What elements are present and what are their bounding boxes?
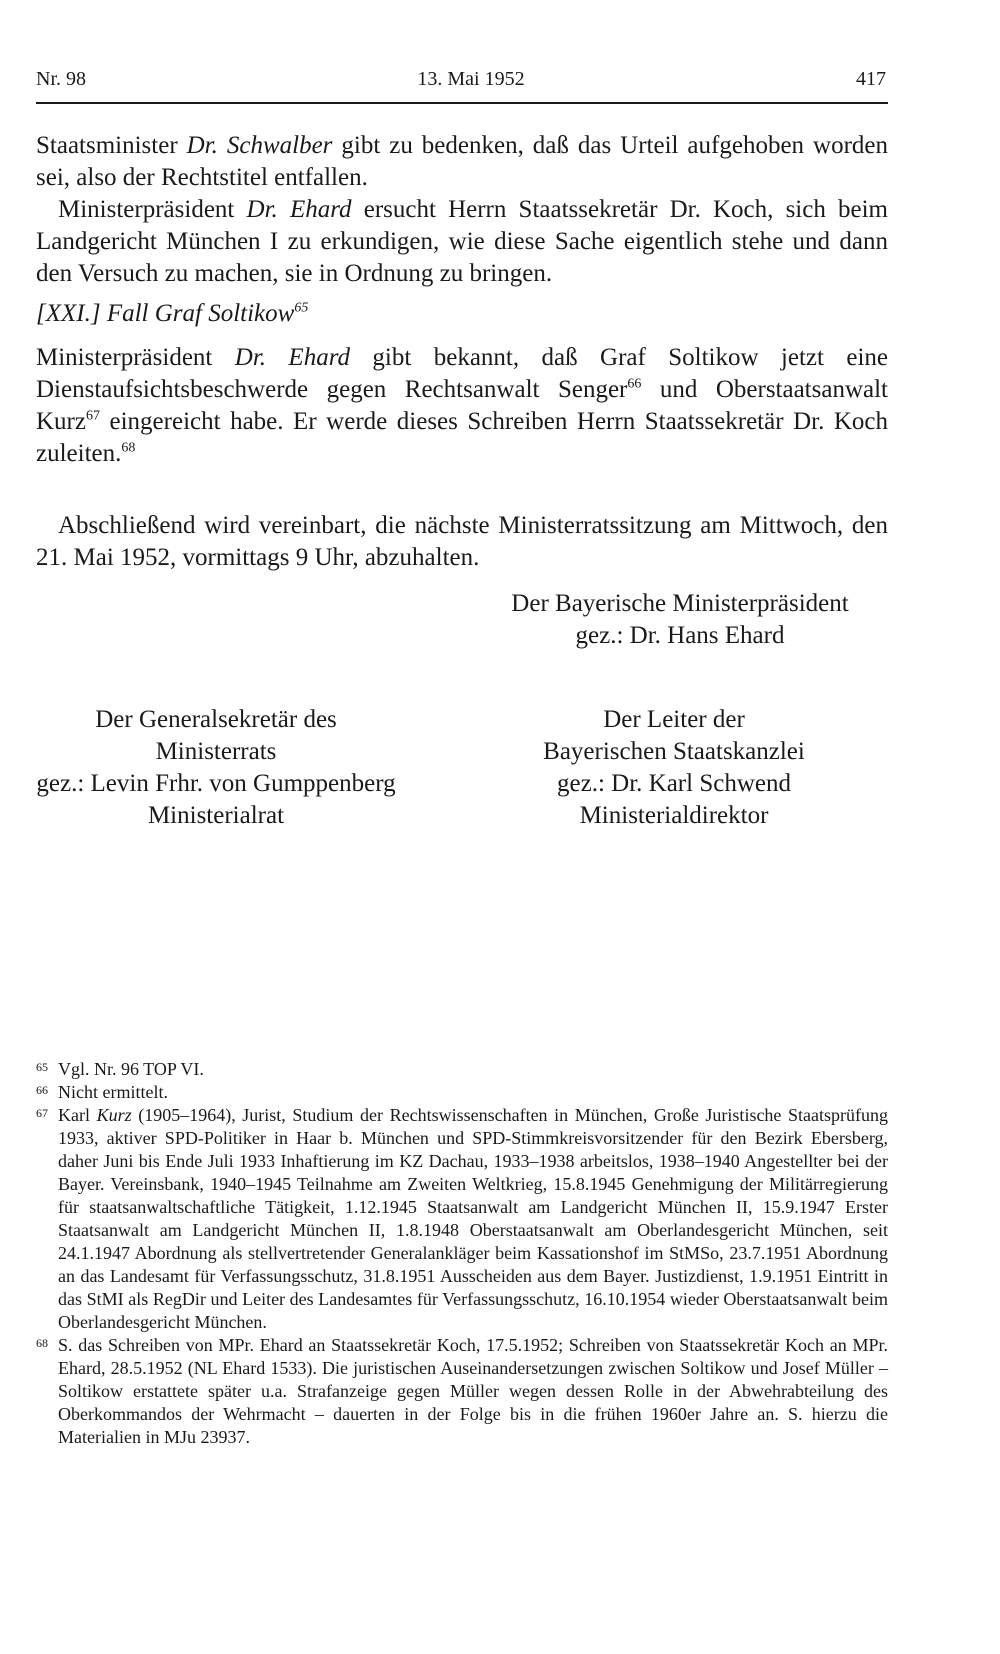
header-rule: [36, 102, 888, 104]
signature-title: Ministerrats: [155, 738, 277, 765]
signature-title: Bayerischen Staatskanzlei: [543, 738, 805, 765]
paragraph-text: eingereicht habe. Er werde dieses Schreiben Herrn Staatssekretär Dr. Koch zuleiten.: [36, 408, 888, 467]
footnote-ref[interactable]: 66: [627, 376, 642, 392]
footnote-68: [36, 1334, 888, 1449]
footnote-number: 67: [36, 1106, 48, 1120]
speaker-name: Dr. Schwalber: [186, 132, 333, 159]
footnote-66: [36, 1081, 888, 1104]
footnote-text-part: (1905–1964), Jurist, Studium der Rechtswissenschaften in München, Große Juristische Staatsprüfung 1933, aktiver SPD-Politiker in Haar b. München und SPD-Stimmkreisvorsitzender für den Bezirk Ebersberg, daher Juni bis Ende Juli 1933 Inhaftierung im KZ Dachau, 1933–1938 arbeitslos, 1938–1940 Angestellter bei der Bayer. Vereinsbank, 1940–1945 Teilnahme am Zweiten Weltkrieg, 15.8.1945 Genehmigung der Militärregierung für staatsanwaltschaftliche Tätigkeit, 1.12.1945 Staatsanwalt am Landgericht München II, 15.9.1947 Erster Staatsanwalt am Landgericht München II, 1.8.1948 Oberstaatsanwalt am Oberlandesgericht München, seit 24.1.1947 Abordnung als stellvertretender Generalankläger beim Kassationshof im StMSo, 23.7.1951 Abordnung an das Landesamt für Verfassungsschutz, 31.8.1951 Ausscheiden aus dem Bayer. Justizdienst, 1.9.1951 Eintritt in das StMI als RegDir und Leiter des Landesamtes für Verfassungsschutz, 16.10.1954 wieder Oberstaatsanwalt beim Oberlandesgericht München.: [58, 1105, 889, 1332]
paragraph-text: und Oberstaatsanwalt Kurz: [36, 376, 888, 435]
footnote-ref[interactable]: 67: [85, 408, 100, 424]
speaker-name: Dr. Ehard: [234, 344, 351, 371]
signature-name: gez.: Dr. Hans Ehard: [575, 622, 785, 649]
footnote-text-part: Karl: [58, 1105, 97, 1125]
paragraph-text: Ministerpräsident: [58, 196, 247, 223]
paragraph-ehard-1: [36, 194, 888, 290]
footnote-ref[interactable]: 65: [294, 300, 309, 316]
section-number: [XXI.]: [36, 300, 101, 327]
paragraph-ehard-2: [36, 342, 888, 470]
section-heading: [36, 298, 888, 330]
footnote-text: Nicht ermittelt.: [58, 1082, 168, 1102]
signature-minister-president: [500, 588, 860, 652]
footnote-number: 66: [36, 1083, 48, 1097]
footnotes: [36, 1058, 888, 1449]
footnote-text: S. das Schreiben von MPr. Ehard an Staatssekretär Koch, 17.5.1952; Schreiben von Staatssekretär Koch an MPr. Ehard, 28.5.1952 (NL Ehard 1533). Die juristischen Auseinandersetzungen zwischen Soltikow und Josef Müller – Soltikow erstattete später u.a. Strafanzeige gegen Müller wegen dessen Rolle in der Abwehrabteilung des Oberkommandos der Wehrmacht – dauerten in der Folge bis in die frühen 1960er Jahre an. S. hierzu die Materialien in MJu 23937.: [58, 1335, 888, 1447]
page-number: 417: [856, 68, 886, 90]
footnote-text: Vgl. Nr. 96 TOP VI.: [58, 1059, 204, 1079]
paragraph-text: gibt zu bedenken, daß das Urteil aufgehoben worden sei, also der Rechtstitel entfallen.: [36, 132, 888, 191]
person-name: Kurz: [96, 1105, 132, 1125]
document-number: Nr. 98: [36, 68, 86, 90]
footnote-ref[interactable]: 68: [121, 440, 136, 456]
signature-row: [36, 704, 888, 832]
running-header: [36, 68, 886, 91]
signature-chancellery-head: [504, 704, 844, 832]
footnote-65: [36, 1058, 888, 1081]
signature-general-secretary: [36, 704, 396, 832]
signature-title: Der Leiter der: [603, 706, 745, 733]
paragraph-text: Ministerpräsident: [36, 344, 235, 371]
paragraph-text: gibt bekannt, daß Graf Soltikow jetzt eine Dienstaufsichtsbeschwerde gegen Rechtsanwalt Senger: [36, 344, 888, 403]
paragraph-closing: Abschließend wird vereinbart, die nächste Ministerratssitzung am Mittwoch, den 21. Mai 1952, vormittags 9 Uhr, abzuhalten.: [36, 512, 888, 571]
signature-rank: Ministerialrat: [147, 802, 285, 829]
paragraph-text: Staatsminister: [36, 132, 187, 159]
section-title: Fall Graf Soltikow: [100, 300, 295, 327]
paragraph-schwalber: [36, 130, 888, 194]
footnote-number: 68: [36, 1336, 48, 1350]
footnote-text: [58, 1104, 888, 1334]
signature-name: gez.: Levin Frhr. von Gumppenberg: [36, 770, 396, 797]
session-date: 13. Mai 1952: [417, 68, 525, 90]
signature-name: gez.: Dr. Karl Schwend: [557, 770, 791, 797]
signature-rank: Ministerialdirektor: [579, 802, 769, 829]
main-text: [36, 130, 888, 832]
paragraph-text: ersucht Herrn Staatssekretär Dr. Koch, sich beim Landgericht München I zu erkundigen, wie diese Sache eigentlich stehe und dann den Versuch zu machen, sie in Ordnung zu bringen.: [36, 196, 888, 287]
footnote-number: 65: [36, 1060, 48, 1074]
signature-title: Der Bayerische Ministerpräsident: [511, 590, 849, 617]
speaker-name: Dr. Ehard: [246, 196, 352, 223]
footnote-67: [36, 1104, 888, 1334]
signature-title: Der Generalsekretär des: [95, 706, 337, 733]
